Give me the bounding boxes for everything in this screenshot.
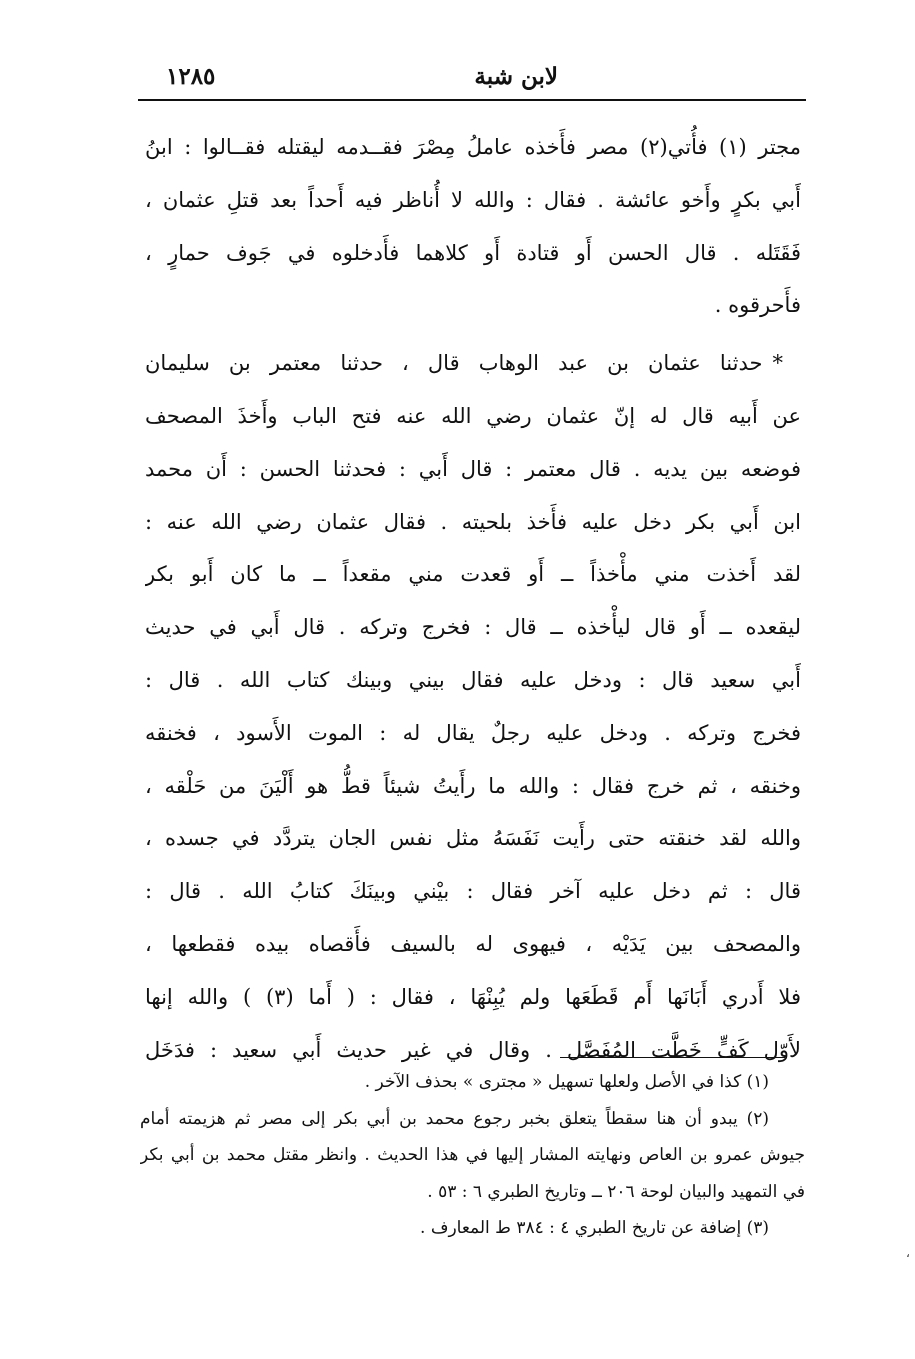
- running-title: لابن شبة: [474, 63, 558, 90]
- text-line: فأَحرقوه .: [714, 293, 801, 318]
- text-line: لأَوّل كَفٍّ خَطَّت المُفَصَّل . وقال في غير حديث أَبي سعيد : فدَخَل: [145, 1037, 801, 1062]
- footnote-2-continuation: جيوش عمرو بن العاص ونهايته المشار إليها في هذا الحديث . وانظر مقتل محمد بن أبي بكر: [140, 1145, 805, 1165]
- text-line: فخرج وتركه . ودخل عليه رجلٌ يقال له : الموت الأَسود ، فخنقه: [145, 720, 801, 745]
- text-line-with-bullet: [145, 337, 801, 390]
- text-line: أَبي سعيد قال : ودخل عليه فقال بيني وبينك كتاب الله . قال :: [145, 667, 801, 692]
- bullet-marker: *: [772, 351, 783, 376]
- text-line: حدثنا عثمان بن عبد الوهاب قال ، حدثنا معتمر بن سليمان: [145, 351, 763, 376]
- text-line: فَقَتَله . قال الحسن أَو قتادة أَو كلاهما فأَدخلوه في جَوف حمارٍ ،: [145, 240, 801, 265]
- text-line: وخنقه ، ثم خرج فقال : والله ما رأَيتُ شيئاً قطُّ هو أَلْيَنَ من حَلْقه ،: [145, 773, 801, 798]
- text-line: والمصحف بين يَدَيْه ، فيهوى له بالسيف فأَقصاه بيده فقطعها ،: [145, 931, 801, 956]
- text-line: والله لقد خنقته حتى رأَيت نَفَسَهُ مثل نفس الجان يتردَّد في جسده ،: [145, 826, 801, 851]
- text-line: عن أَبيه قال له إنّ عثمان رضي الله عنه فتح الباب وأَخذَ المصحف: [145, 403, 801, 428]
- page-number: ١٢٨٥: [166, 63, 216, 90]
- text-line: فوضعه بين يديه . قال معتمر : قال أَبي : فحدثنا الحسن : أَن محمد: [145, 456, 801, 481]
- footnote-2: (٢) يبدو أن هنا سقطاً يتعلق بخبر رجوع محمد بن أبي بكر إلى مصر ثم هزيمته أمام: [140, 1108, 769, 1129]
- text-line: قال : ثم دخل عليه آخر فقال : بيْني وبينَكَ كتابُ الله . قال :: [145, 879, 801, 904]
- text-line: لقد أَخذت مني مأْخذاً ــ أَو قعدت مني مقعداً ــ ما كان أَبو بكر: [145, 562, 801, 587]
- footnotes: [140, 1064, 805, 1247]
- text-line: ابن أَبي بكر دخل عليه فأَخذ بلحيته . فقال عثمان رضي الله عنه :: [145, 509, 801, 534]
- main-text: [145, 121, 801, 1076]
- text-line: أَبي بكرٍ وأَخو عائشة . فقال : والله لا أُناظر فيه أَحداً بعد قتلِ عثمان ،: [145, 187, 801, 212]
- footnote-2-continuation: في التمهيد والبيان لوحة ٢٠٦ ــ وتاريخ الطبري ٦ : ٥٣ .: [427, 1181, 805, 1202]
- text-line: ليقعده ــ أَو قال ليأْخذه ــ قال : فخرج وتركه . قال أَبي في حديث: [145, 615, 801, 640]
- page-header: [138, 58, 806, 98]
- text-line: فلا أَدري أَبَانَها أَم قَطَعَها ولم يُبِنْهَا ، فقال : ( أَما (٣) ) والله إنها: [145, 984, 801, 1009]
- footnote-1: (١) كذا في الأصل ولعلها تسهيل « مجترى » بحذف الآخر .: [364, 1072, 769, 1092]
- scan-edge-mark: ،: [906, 1246, 910, 1260]
- footnote-3: (٣) إضافة عن تاريخ الطبري ٤ : ٣٨٤ ط المعارف .: [420, 1218, 769, 1238]
- text-line: مجتر (١) فأُتي(٢) مصر فأَخذه عاملُ مِصْرَ فقــدمه ليقتله فقــالوا : ابنُ: [145, 135, 801, 159]
- footnote-rule: [560, 1057, 785, 1058]
- header-rule: [138, 99, 806, 101]
